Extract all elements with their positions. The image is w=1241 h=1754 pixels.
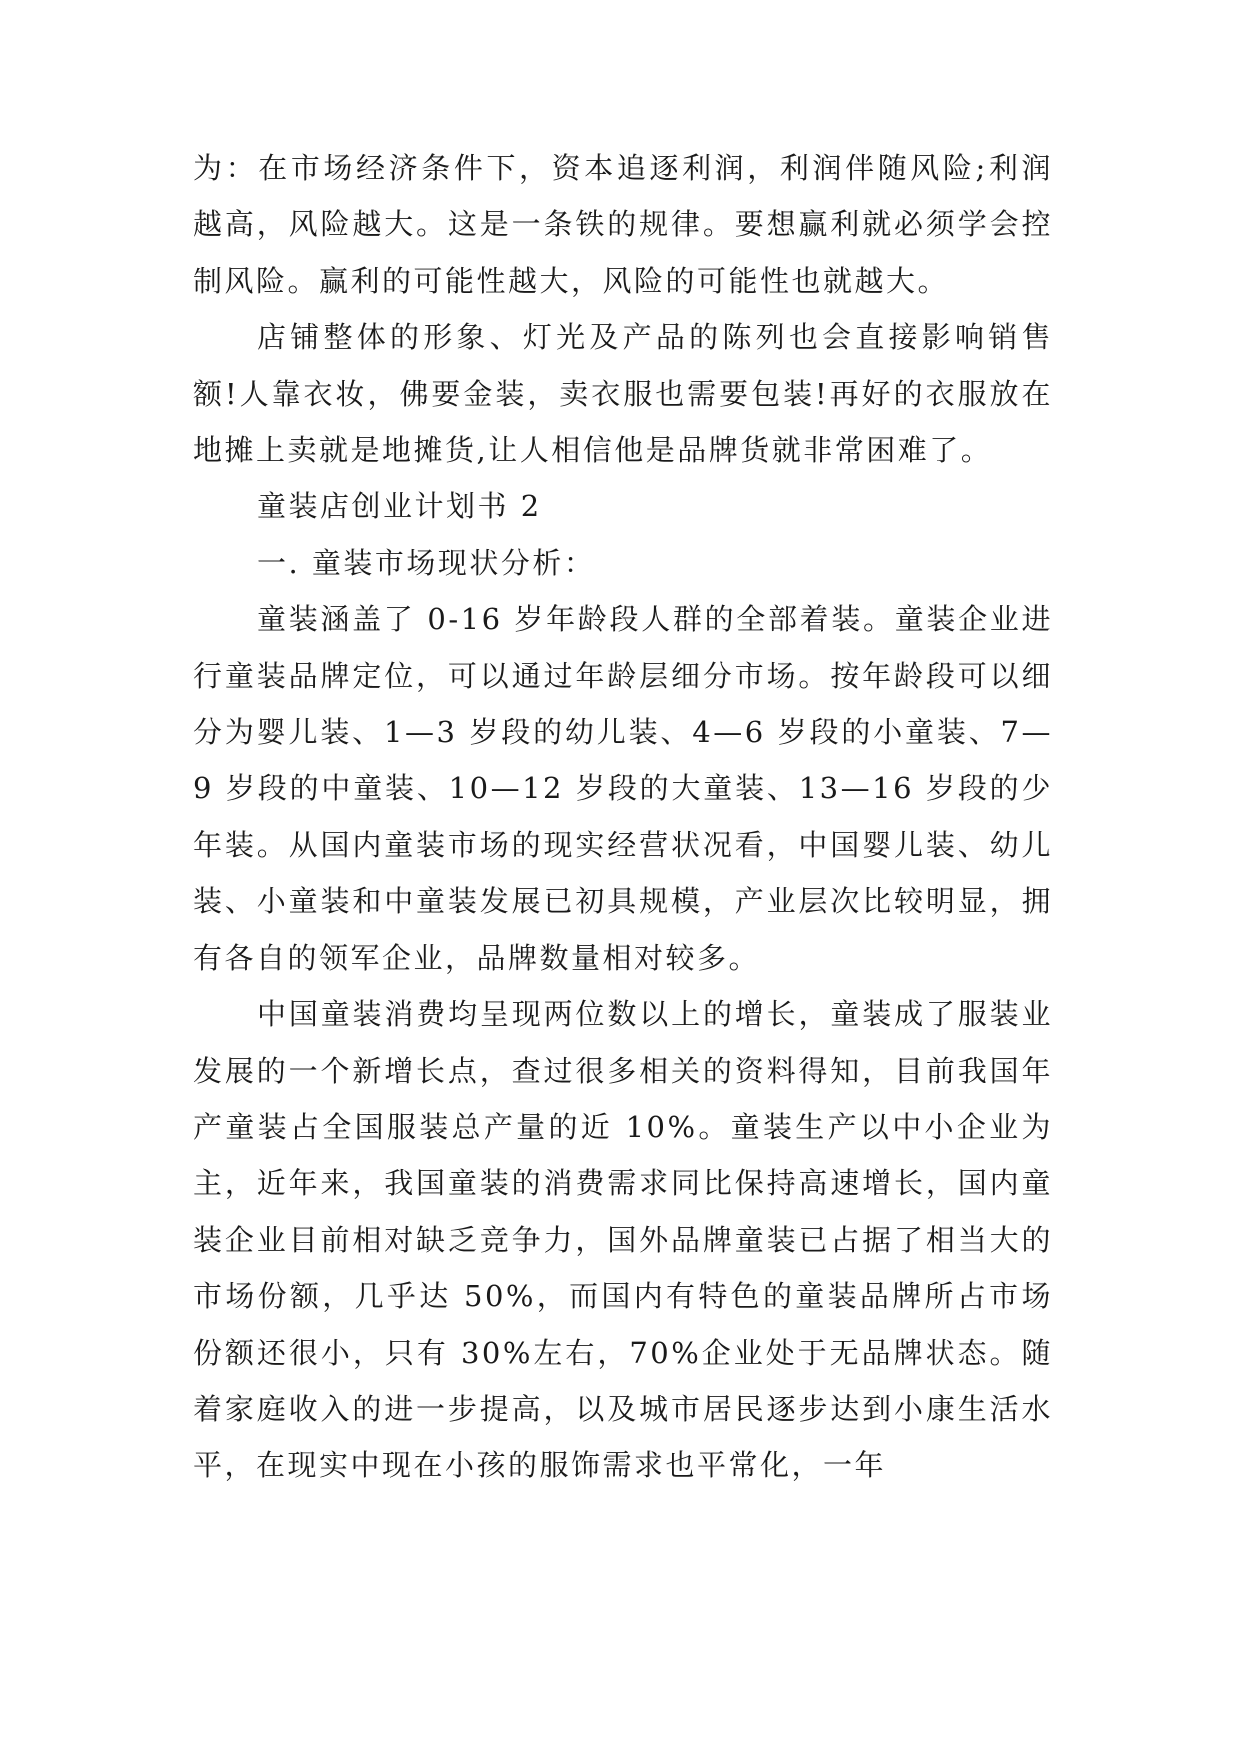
subsection-heading: 一. 童装市场现状分析：	[257, 545, 596, 580]
section-title: 童装店创业计划书 2	[257, 489, 542, 524]
document-body	[193, 140, 1053, 1494]
paragraph-store-image: 店铺整体的形象、灯光及产品的陈列也会直接影响销售额!人靠衣妆，佛要金装，卖衣服也需要包装!再好的衣服放在地摊上卖就是地摊货,让人相信他是品牌货就非常困难了。	[193, 320, 1053, 468]
paragraph-market-segments: 童装涵盖了 0-16 岁年龄段人群的全部着装。童装企业进行童装品牌定位，可以通过年龄层细分市场。按年龄段可以细分为婴儿装、1—3 岁段的幼儿装、4—6 岁段的小童装、7—9 岁段的中童装、10—12 岁段的大童装、13—16 岁段的少年装。从国内童装市场的现实经营状况看，中国婴儿装、幼儿装、小童装和中童装发展已初具规模，产业层次比较明显，拥有各自的领军企业，品牌数量相对较多。	[193, 602, 1053, 975]
paragraph-market-growth: 中国童装消费均呈现两位数以上的增长，童装成了服装业发展的一个新增长点，查过很多相关的资料得知，目前我国年产童装占全国服装总产量的近 10%。童装生产以中小企业为主，近年来，我国童装的消费需求同比保持高速增长，国内童装企业目前相对缺乏竞争力，国外品牌童装已占据了相当大的市场份额，几乎达 50%，而国内有特色的童装品牌所占市场份额还很小，只有 30%左右，70%企业处于无品牌状态。随着家庭收入的进一步提高，以及城市居民逐步达到小康生活水平，在现实中现在小孩的服饰需求也平常化，一年	[193, 997, 1053, 1483]
paragraph-continuation: 为：在市场经济条件下，资本追逐利润，利润伴随风险;利润越高，风险越大。这是一条铁的规律。要想赢利就必须学会控制风险。赢利的可能性越大，风险的可能性也就越大。	[193, 151, 1053, 298]
